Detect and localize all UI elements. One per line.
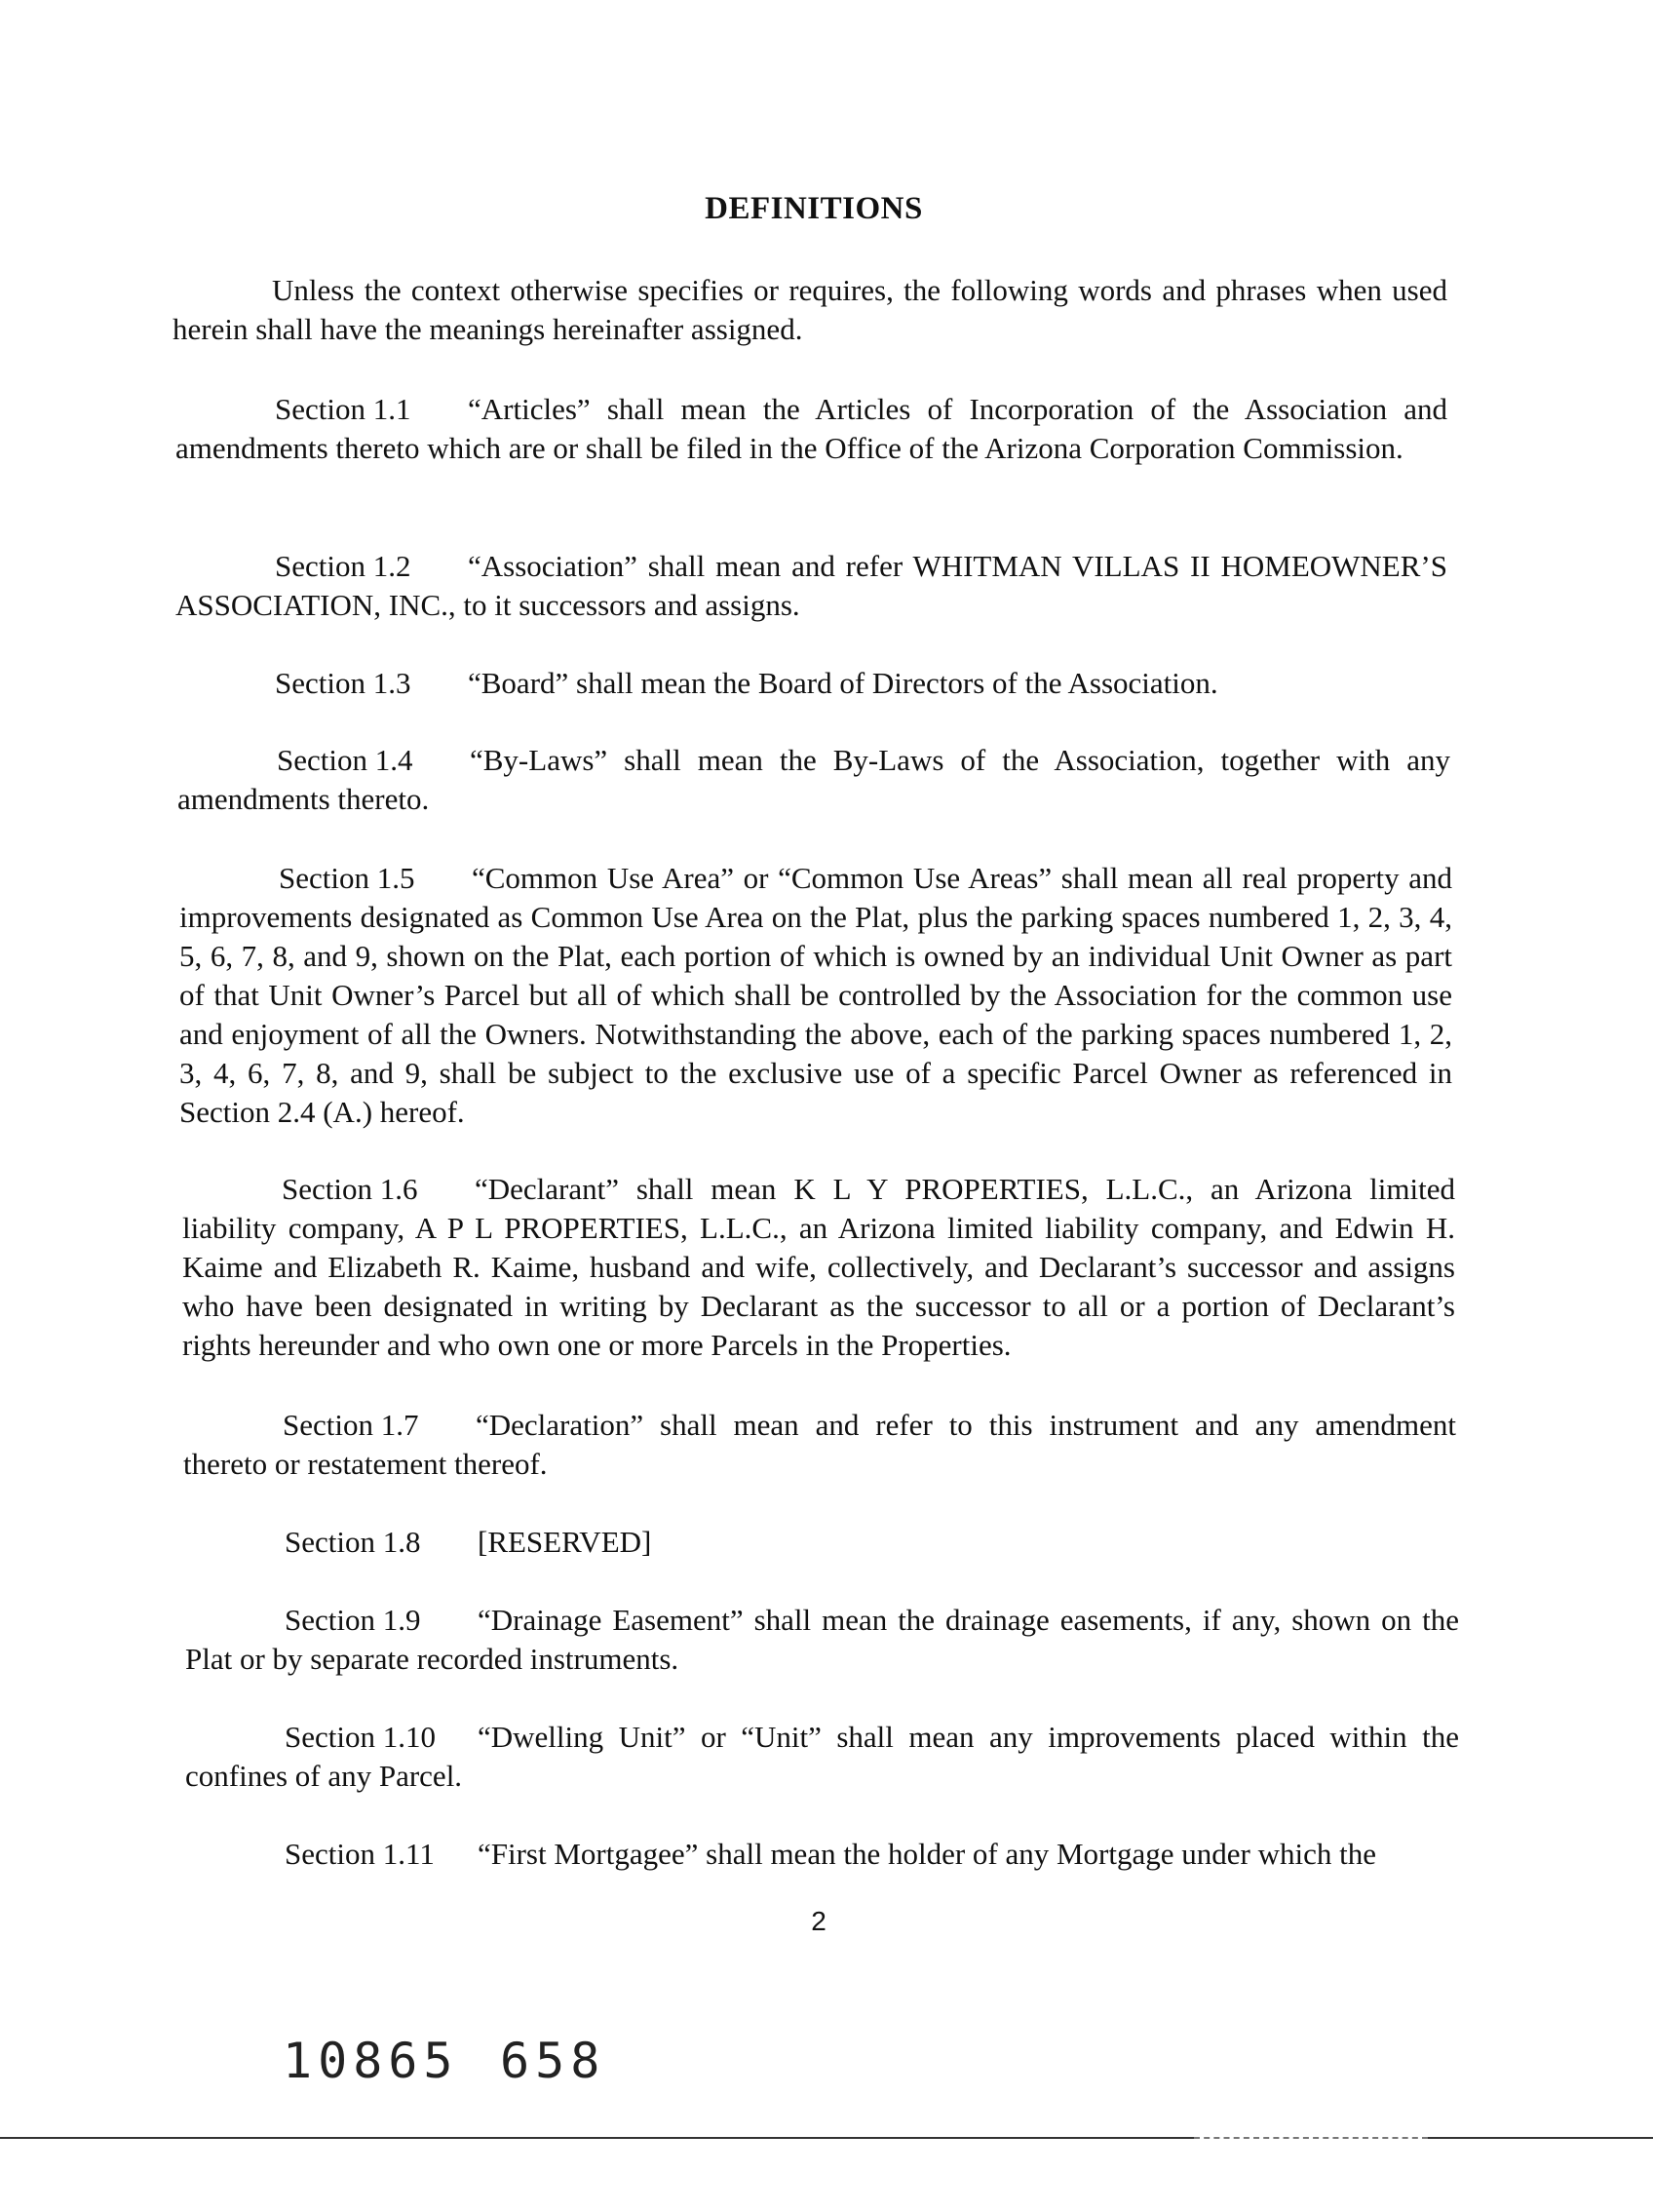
section-text: “Association” shall mean and refer WHITMAN VILLAS II HOMEOWNER’S ASSOCIATION, INC., to it successors and assigns. [175, 549, 1447, 622]
bottom-rule-right [1428, 2137, 1653, 2139]
page-number: 2 [811, 1906, 826, 1936]
section-text: “Board” shall mean the Board of Directors of the Association. [468, 666, 1218, 700]
section-1-3 [175, 664, 1447, 703]
section-text: “Declarant” shall mean K L Y PROPERTIES, L.L.C., an Arizona limited liability company, A P L PROPERTIES, L.L.C., an Arizona limited liability company, and Edwin H. Kaime and Elizabeth R. Kaime, husband and wife, collectively, and Declarant’s successor and assigns who have been designated in writing by Declarant as the successor to all or a portion of Declarant’s rights hereunder and who own one or more Parcels in the Properties. [182, 1172, 1455, 1362]
section-label: Section 1.3 [275, 666, 411, 700]
page-title: DEFINITIONS [705, 191, 923, 226]
section-1-5 [179, 859, 1452, 1132]
section-1-8 [185, 1523, 1458, 1562]
section-label: Section 1.5 [279, 861, 415, 895]
section-label: Section 1.8 [285, 1525, 421, 1559]
section-1-9 [185, 1601, 1459, 1679]
section-text: “Common Use Area” or “Common Use Areas” shall mean all real property and improvements designated as Common Use Area on the Plat, plus the parking spaces numbered 1, 2, 3, 4, 5, 6, 7, 8, and 9, shown on the Plat, each portion of which is owned by an individual Unit Owner as part of that Unit Owner’s Parcel but all of which shall be controlled by the Association for the common use and enjoyment of all the Owners. Notwithstanding the above, each of the parking spaces numbered 1, 2, 3, 4, 6, 7, 8, and 9, shall be subject to the exclusive use of a specific Parcel Owner as referenced in Section 2.4 (A.) hereof. [179, 861, 1452, 1129]
section-1-10 [185, 1718, 1459, 1796]
section-label: Section 1.6 [282, 1172, 418, 1206]
section-label: Section 1.9 [285, 1603, 421, 1637]
section-text: “Drainage Easement” shall mean the drainage easements, if any, shown on the Plat or by separate recorded instruments. [185, 1603, 1459, 1676]
section-text: “Articles” shall mean the Articles of Incorporation of the Association and amendments thereto which are or shall be filed in the Office of the Arizona Corporation Commission. [175, 392, 1447, 465]
section-1-6 [182, 1170, 1455, 1365]
section-text: “First Mortgagee” shall mean the holder of any Mortgage under which the [478, 1837, 1376, 1871]
section-text: “By-Laws” shall mean the By-Laws of the Association, together with any amendments thereto. [177, 743, 1450, 816]
intro-paragraph [173, 271, 1447, 349]
section-1-4 [177, 741, 1450, 819]
section-label: Section 1.7 [283, 1408, 419, 1442]
bottom-rule [0, 2137, 1194, 2139]
intro-text: Unless the context otherwise specifies or requires, the following words and phrases when used herein shall have the meanings hereinafter assigned. [173, 273, 1447, 346]
section-label: Section 1.4 [277, 743, 413, 777]
recording-stamp-page: 658 [500, 2033, 606, 2089]
section-text: [RESERVED] [478, 1525, 652, 1559]
recording-stamp-book: 10865 [283, 2033, 459, 2089]
section-label: Section 1.2 [275, 549, 411, 583]
section-1-1 [175, 390, 1447, 468]
section-label: Section 1.11 [285, 1837, 435, 1871]
section-1-7 [183, 1406, 1456, 1484]
section-text: “Declaration” shall mean and refer to this instrument and any amendment thereto or restatement thereof. [183, 1408, 1456, 1481]
section-1-2 [175, 547, 1447, 625]
section-label: Section 1.10 [285, 1720, 436, 1754]
section-label: Section 1.1 [275, 392, 411, 426]
section-1-11 [185, 1835, 1459, 1874]
bottom-rule-dashed [1194, 2137, 1428, 2139]
section-text: “Dwelling Unit” or “Unit” shall mean any improvements placed within the confines of any Parcel. [185, 1720, 1459, 1793]
